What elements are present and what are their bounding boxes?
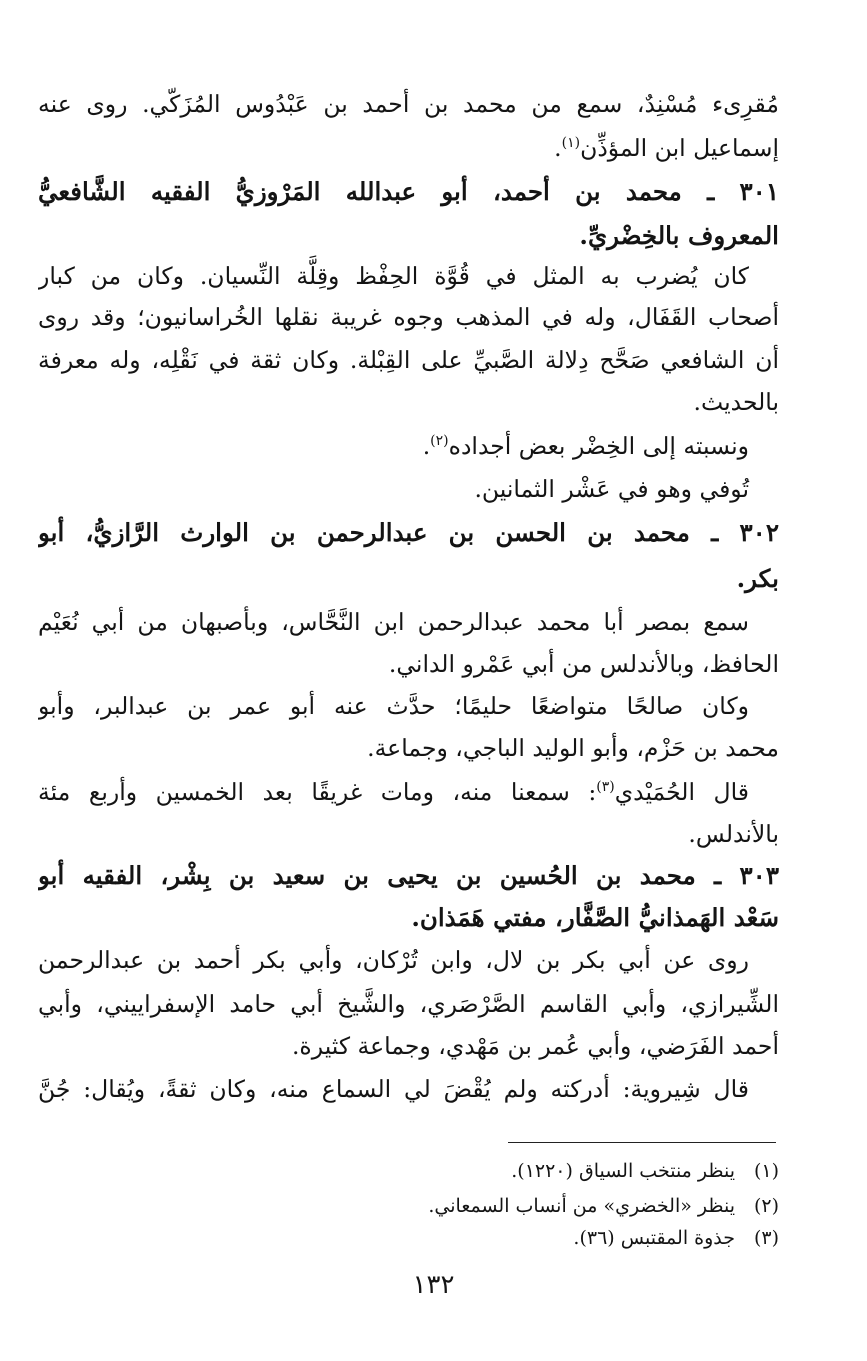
text-line: وكان صالحًا متواضعًا حليمًا؛ حدَّث عنه أبو عمر بن عبدالبر، وأبو xyxy=(38,692,749,720)
text-line xyxy=(38,126,779,172)
text-line: سمع بمصر أبا محمد عبدالرحمن ابن النَّحَّاس، وبأصبهان من أبي نُعَيْم xyxy=(38,608,749,636)
entry-heading: سَعْد الهَمذانيُّ الصَّفَّار، مفتي هَمَذان. xyxy=(411,903,779,932)
entry-heading: ٣٠٣ ـ محمد بن الحُسين بن يحيى بن سعيد بن بِشْر، الفقيه أبو xyxy=(38,861,779,890)
footnote-text: ينظر منتخب السياق (١٢٢٠). xyxy=(511,1160,735,1182)
entry-heading: بكر. xyxy=(736,564,779,593)
text-line: مُقرِىء مُسْنِدٌ، سمع من محمد بن أحمد بن عَبْدُوس المُزَكّي. روى عنه xyxy=(38,90,779,118)
text-line: أحمد الفَرَضي، وأبي عُمر بن مَهْدي، وجماعة كثيرة. xyxy=(291,1032,779,1060)
entry-heading: ٣٠١ ـ محمد بن أحمد، أبو عبدالله المَرْوزيُّ الفقيه الشَّافعيُّ xyxy=(38,177,779,206)
text-line: بالأندلس. xyxy=(688,820,779,848)
text-line: محمد بن حَزْم، وأبو الوليد الباجي، وجماعة. xyxy=(367,734,779,762)
text-line: روى عن أبي بكر بن لال، وابن تُرْكان، وأبي بكر أحمد بن عبدالرحمن xyxy=(38,946,749,974)
text-span: . xyxy=(554,134,562,162)
text-span: . xyxy=(422,432,431,460)
text-span: : سمعنا منه، ومات غريقًا بعد الخمسين وأربع مئة xyxy=(38,778,597,806)
footnote-text: ينظر «الخضري» من أنساب السمعاني. xyxy=(428,1195,735,1217)
footnote-number: (٢) xyxy=(753,1195,779,1217)
footnote-ref: (١) xyxy=(561,135,581,152)
text-line: الحافظ، وبالأندلس من أبي عَمْرو الداني. xyxy=(388,650,779,678)
footnote-separator xyxy=(508,1142,776,1143)
text-line: قال شِيروية: أدركته ولم يُقْضَ لي السماع منه، وكان ثقةً، ويُقال: جُنَّ xyxy=(38,1075,749,1103)
entry-heading: ٣٠٢ ـ محمد بن الحسن بن عبدالرحمن بن الوارث الرَّازيُّ، أبو xyxy=(38,518,779,547)
text-span: إسماعيل ابن المؤذِّن xyxy=(580,134,779,162)
footnote-number: (٣) xyxy=(753,1227,779,1249)
footnote xyxy=(120,1192,779,1220)
text-line: تُوفي وهو في عَشْر الثمانين. xyxy=(474,475,749,503)
page-number: ١٣٢ xyxy=(412,1270,455,1300)
text-span: ونسبته إلى الخِضْر بعض أجداده xyxy=(448,432,749,460)
footnote-ref: (٣) xyxy=(596,779,615,796)
text-line: الشِّيرازي، وأبي القاسم الصَّرْصَري، والشَّيخ أبي حامد الإسفراييني، وأبي xyxy=(38,990,779,1018)
text-line: كان يُضرب به المثل في قُوَّة الحِفْظ وقِلَّة النِّسيان. وكان من كبار xyxy=(38,262,749,290)
entry-heading: المعروف بالخِضْريِّ. xyxy=(579,221,779,250)
text-line: أن الشافعي صَحَّح دِلالة الصَّبيِّ على القِبْلة. وكان ثقة في نَقْلِه، وله معرفة xyxy=(38,346,779,374)
text-line xyxy=(38,424,779,470)
text-line: أصحاب القَفَال، وله في المذهب وجوه غريبة نقلها الخُراسانيون؛ وقد روى xyxy=(38,303,779,331)
text-span: قال الحُمَيْدي xyxy=(614,778,749,806)
text-line: بالحديث. xyxy=(693,388,779,416)
footnote xyxy=(120,1224,779,1252)
footnote-ref: (٢) xyxy=(430,433,449,450)
footnote-text: جذوة المقتبس (٣٦). xyxy=(573,1227,735,1249)
footnote xyxy=(120,1157,779,1185)
footnote-number: (١) xyxy=(753,1160,779,1182)
text-line xyxy=(38,770,779,816)
